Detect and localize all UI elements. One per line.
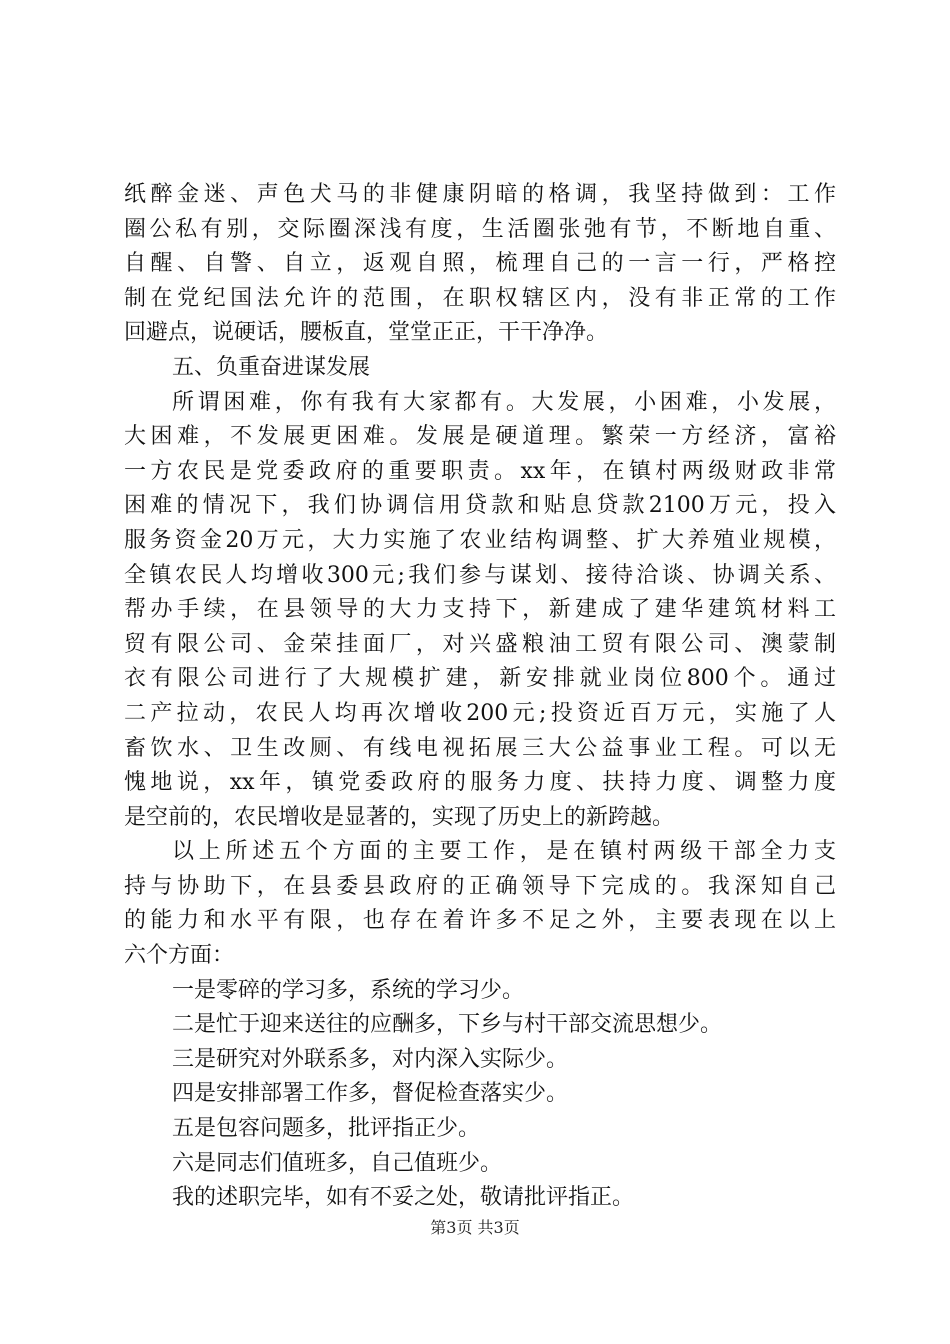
text-line: 困难的情况下，我们协调信用贷款和贴息贷款2100万元，投入 [124, 493, 836, 519]
page-footer: 第3页 共3页 [430, 1218, 520, 1237]
text-line: 六个方面： [124, 943, 235, 969]
text-line: 二是忙于迎来送往的应酬多，下乡与村干部交流思想少。 [172, 1012, 723, 1038]
text-line: 大困难，不发展更困难。发展是硬道理。繁荣一方经济，富裕 [124, 424, 836, 450]
text-line: 一方农民是党委政府的重要职责。xx年，在镇村两级财政非常 [124, 458, 836, 484]
text-line: 一是零碎的学习多，系统的学习少。 [172, 977, 525, 1003]
text-line: 回避点，说硬话，腰板直，堂堂正正，干干净净。 [124, 320, 609, 346]
text-line: 三是研究对外联系多，对内深入实际少。 [172, 1046, 569, 1072]
document-body [124, 178, 836, 1216]
text-line: 愧地说，xx年，镇党委政府的服务力度、扶持力度、调整力度 [124, 770, 836, 796]
text-line: 的能力和水平有限，也存在着许多不足之外，主要表现在以上 [124, 908, 836, 934]
text-line: 五、负重奋进谋发展 [172, 354, 371, 380]
text-line: 五是包容问题多，批评指正少。 [172, 1116, 481, 1142]
text-line: 贸有限公司、金荣挂面厂，对兴盛粮油工贸有限公司、澳蒙制 [124, 631, 836, 657]
text-line: 四是安排部署工作多，督促检查落实少。 [172, 1081, 569, 1107]
text-line: 纸醉金迷、声色犬马的非健康阴暗的格调，我坚持做到：工作 [124, 182, 836, 207]
text-line: 持与协助下，在县委县政府的正确领导下完成的。我深知自己 [124, 873, 836, 899]
text-line: 全镇农民人均增收300元;我们参与谋划、接待洽谈、协调关系、 [124, 562, 836, 588]
text-line: 我的述职完毕，如有不妥之处，敬请批评指正。 [172, 1185, 635, 1211]
text-line: 畜饮水、卫生改厕、有线电视拓展三大公益事业工程。可以无 [124, 735, 836, 761]
text-line: 帮办手续，在县领导的大力支持下，新建成了建华建筑材料工 [124, 597, 836, 623]
text-line: 服务资金20万元，大力实施了农业结构调整、扩大养殖业规模， [124, 527, 836, 553]
text-line: 是空前的，农民增收是显著的，实现了历史上的新跨越。 [124, 804, 675, 830]
text-line: 二产拉动，农民人均再次增收200元;投资近百万元，实施了人 [124, 700, 836, 726]
text-line: 自醒、自警、自立，返观自照，梳理自己的一言一行，严格控 [124, 251, 836, 277]
text-line: 衣有限公司进行了大规模扩建，新安排就业岗位800个。通过 [124, 666, 836, 692]
text-line: 六是同志们值班多，自己值班少。 [172, 1150, 503, 1176]
text-line: 所谓困难，你有我有大家都有。大发展，小困难，小发展， [172, 389, 836, 415]
text-line: 以上所述五个方面的主要工作，是在镇村两级干部全力支 [172, 839, 836, 865]
text-line: 圈公私有别，交际圈深浅有度，生活圈张弛有节，不断地自重、 [124, 216, 836, 242]
text-line: 制在党纪国法允许的范围，在职权辖区内，没有非正常的工作 [124, 285, 836, 311]
